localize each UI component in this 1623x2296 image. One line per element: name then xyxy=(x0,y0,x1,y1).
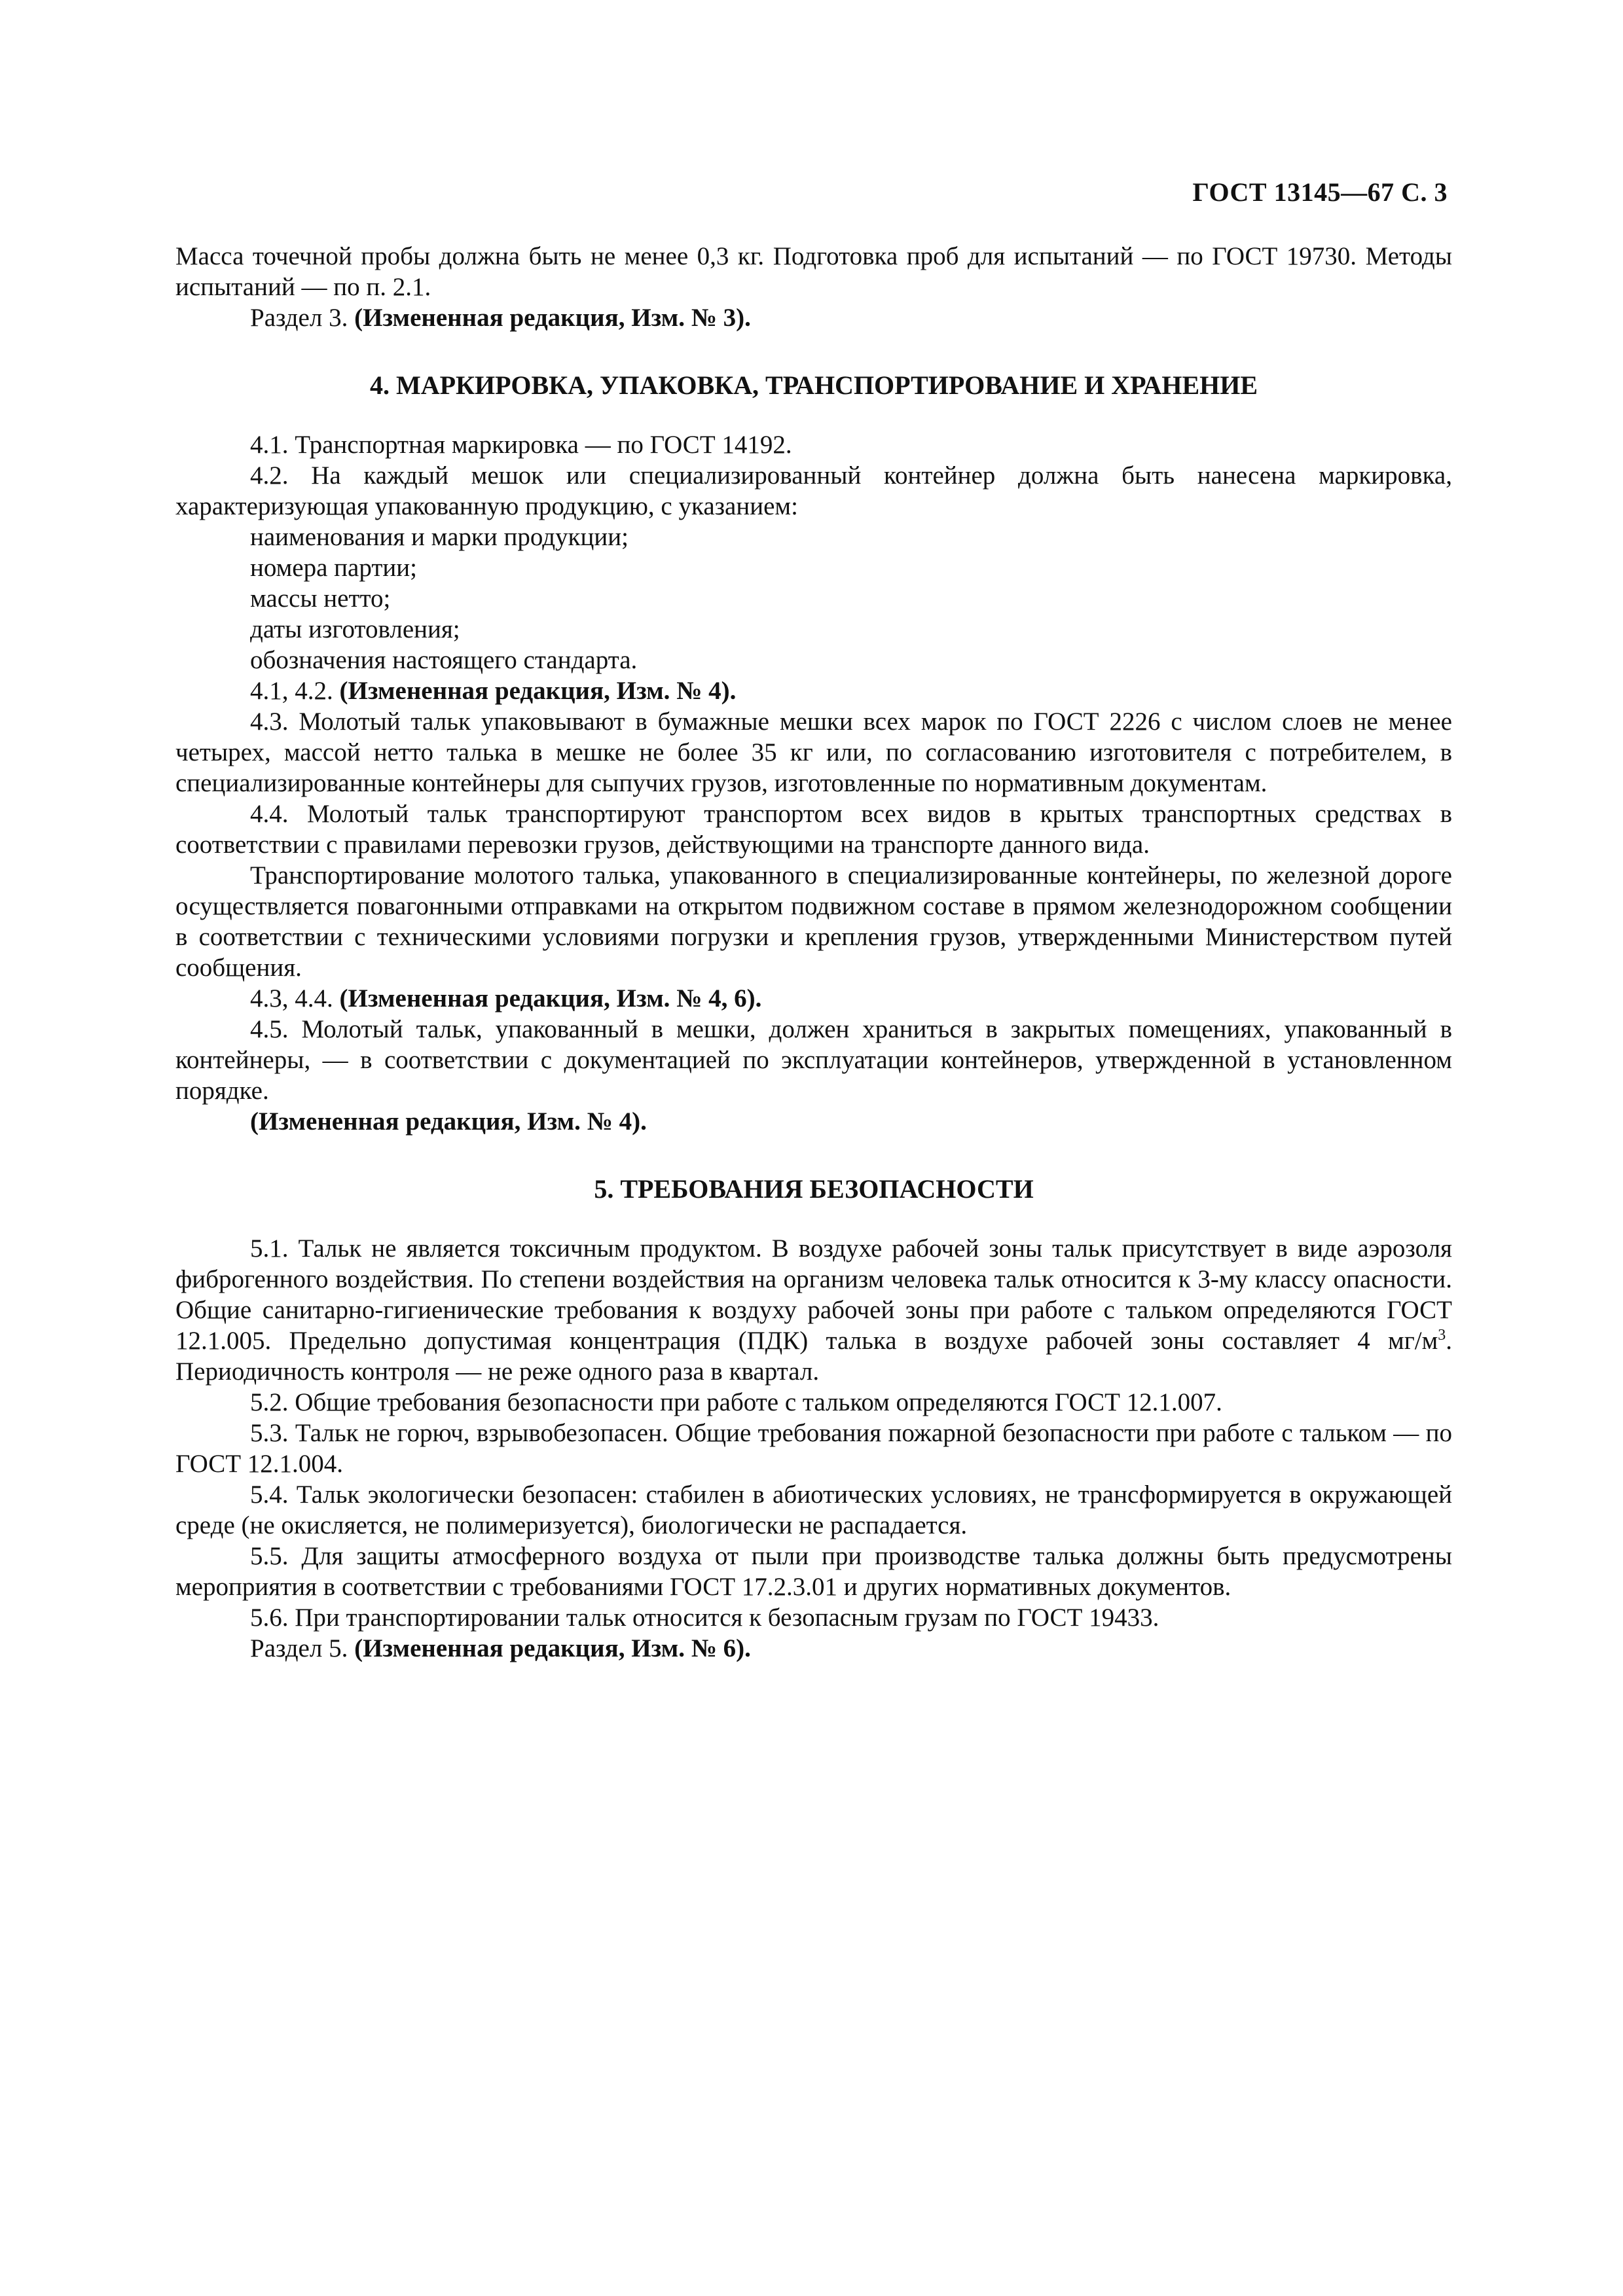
paragraph-5-5: 5.5. Для защиты атмосферного воздуха от пыли при производстве талька должны быть предусмотрены мероприятия в соответствии с требованиями ГОСТ 17.2.3.01 и других нормативных документов. xyxy=(175,1542,1452,1601)
revision-note: (Измененная редакция, Изм. № 4, 6). xyxy=(339,984,762,1013)
paragraph-4-5: 4.5. Молотый тальк, упакованный в мешки, должен храниться в закрытых помещениях, упакованный в контейнеры, — в соответствии с документацией по эксплуатации контейнеров, утвержденной в установленном порядке. xyxy=(175,1015,1452,1105)
paragraph-5-6: 5.6. При транспортировании тальк относится к безопасным грузам по ГОСТ 19433. xyxy=(250,1604,1159,1632)
paragraph-4-3-4-4-note xyxy=(175,983,1452,1014)
list-item: обозначения настоящего стандарта. xyxy=(250,646,638,674)
list-item: наименования и марки продукции; xyxy=(250,523,629,551)
revision-note: (Измененная редакция, Изм. № 4). xyxy=(250,1107,647,1136)
section-heading-5: 5. ТРЕБОВАНИЯ БЕЗОПАСНОСТИ xyxy=(594,1174,1034,1204)
section-heading-4: 4. МАРКИРОВКА, УПАКОВКА, ТРАНСПОРТИРОВАНИЕ И ХРАНЕНИЕ xyxy=(369,370,1258,400)
paragraph-5-3: 5.3. Тальк не горюч, взрывобезопасен. Общие требования пожарной безопасности при работе с тальком — по ГОСТ 12.1.004. xyxy=(175,1419,1452,1478)
paragraph-4-3: 4.3. Молотый тальк упаковывают в бумажные мешки всех марок по ГОСТ 2226 с числом слоев не менее четырех, массой нетто талька в мешке не более 35 кг или, по согласованию изготовителя с потребителем, в специализированные контейнеры для сыпучих грузов, изготовленные по нормативным документам. xyxy=(175,708,1452,797)
page-header: ГОСТ 13145—67 С. 3 xyxy=(1192,177,1448,207)
superscript: 3 xyxy=(1438,1327,1446,1344)
paragraph-sampling: Масса точечной пробы должна быть не менее 0,3 кг. Подготовка проб для испытаний — по ГОСТ 19730. Методы испытаний — по п. 2.1. xyxy=(175,242,1452,301)
paragraph-section5-note xyxy=(175,1633,1452,1664)
paragraph-5-1 xyxy=(175,1233,1452,1387)
revision-note: (Измененная редакция, Изм. № 4). xyxy=(339,677,737,705)
paragraph-5-1-text-end: . Периодичность контроля — не реже одного раза в квартал. xyxy=(175,1327,1452,1386)
paragraph-4-1-4-2-note xyxy=(175,675,1452,706)
paragraph-4-2: 4.2. На каждый мешок или специализированный контейнер должна быть нанесена маркировка, характеризующая упакованную продукцию, с указанием: xyxy=(175,461,1452,520)
note-prefix: Раздел 3. xyxy=(250,304,348,332)
list-item: номера партии; xyxy=(250,554,417,582)
list-item: массы нетто; xyxy=(250,584,391,613)
paragraph-5-1-text: 5.1. Тальк не является токсичным продуктом. В воздухе рабочей зоны тальк присутствует в виде аэрозоля фиброгенного воздействия. По степени воздействия на организм человека тальк относится к 3-му классу опасности. Общие санитарно-гигиенические требования к воздуху рабочей зоны при работе с тальком определяются ГОСТ 12.1.005. Предельно допустимая концентрация (ПДК) талька в воздухе рабочей зоны составляет 4 мг/м xyxy=(175,1234,1452,1355)
paragraph-5-4: 5.4. Тальк экологически безопасен: стабилен в абиотических условиях, не трансформируется в окружающей среде (не окисляется, не полимеризуется), биологически не распадается. xyxy=(175,1480,1452,1539)
revision-note: (Измененная редакция, Изм. № 3). xyxy=(354,304,751,332)
revision-note: (Измененная редакция, Изм. № 6). xyxy=(354,1634,751,1662)
paragraph-section3-note xyxy=(175,302,1452,333)
note-prefix: 4.1, 4.2. xyxy=(250,677,333,705)
document-body xyxy=(175,241,1452,1664)
paragraph-4-4: 4.4. Молотый тальк транспортируют транспортом всех видов в крытых транспортных средствах в соответствии с правилами перевозки грузов, действующими на транспорте данного вида. xyxy=(175,800,1452,859)
list-item: даты изготовления; xyxy=(250,615,460,643)
paragraph-4-4-transport: Транспортирование молотого талька, упакованного в специализированные контейнеры, по железной дороге осуществляется повагонными отправками на открытом подвижном составе в прямом железнодорожном сообщении в соответствии с техническими условиями погрузки и крепления грузов, утвержденными Министерством путей сообщения. xyxy=(175,861,1452,982)
paragraph-4-1: 4.1. Транспортная маркировка — по ГОСТ 14192. xyxy=(250,431,792,459)
note-prefix: 4.3, 4.4. xyxy=(250,984,333,1013)
paragraph-5-2: 5.2. Общие требования безопасности при работе с тальком определяются ГОСТ 12.1.007. xyxy=(250,1388,1222,1416)
note-prefix: Раздел 5. xyxy=(250,1634,348,1662)
